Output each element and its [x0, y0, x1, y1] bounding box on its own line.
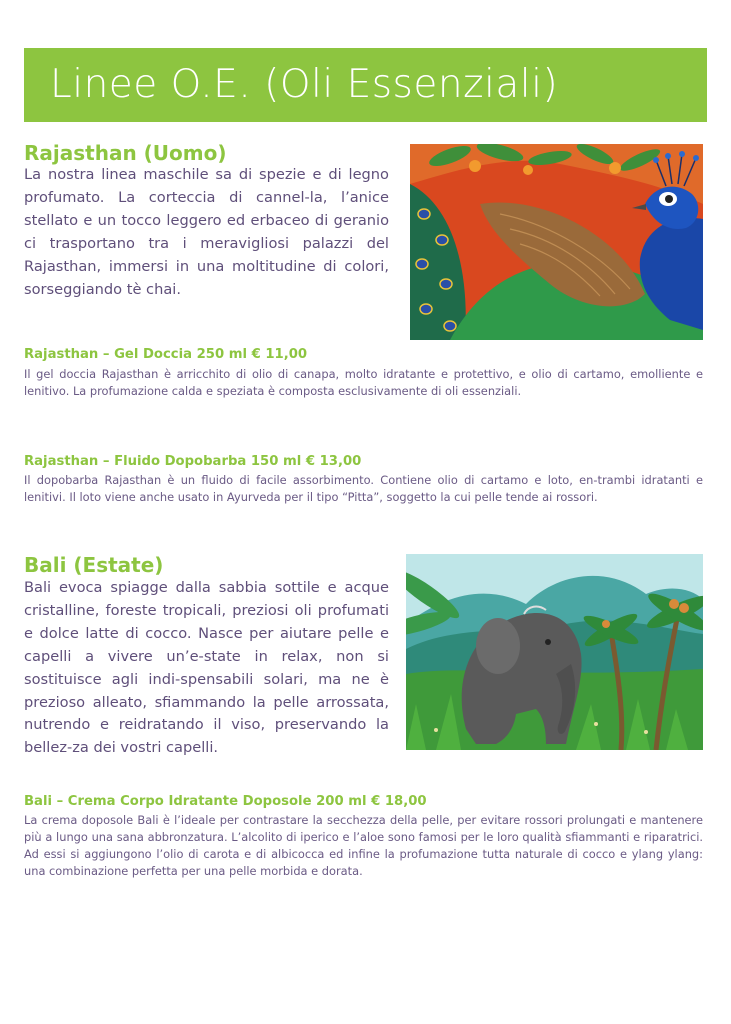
product-description-crema-doposole: La crema doposole Bali è l’ideale per contrastare la secchezza della pelle, per evitare rossori prolungati e mantenere più a lungo una sana abbronzatura. L’alcolito di iperico e l’aloe sono famosi per le loro qualità sfiammanti e riparatrici. Ad essi si aggiungono l’olio di carota e di albicocca ed infine la profumazione tutta naturale di cocco e ylang ylang: una combinazione perfetta per una pelle morbida e dorata. [24, 813, 703, 879]
product-title-crema-doposole: Bali – Crema Corpo Idratante Doposole 200 ml € 18,00 [24, 794, 427, 809]
product-description-fluido-dopobarba: Il dopobarba Rajasthan è un fluido di facile assorbimento. Contiene olio di cartamo e loto, en-trambi idratanti e lenitivi. Il loto viene anche usato in Ayurveda per il tipo “Pitta”, soggetto la cui pelle tende ai rossori. [24, 473, 703, 505]
section-intro-rajasthan: La nostra linea maschile sa di spezie e di legno profumato. La corteccia di cannel-la, l’anice stellato e un tocco leggero ed erbaceo di geranio ci trasportano tra i meravigliosi palazzi del Rajasthan, immersi in una moltitudine di colori, sorseggiando tè chai. [24, 166, 389, 298]
page-title: Linee O.E. (Oli Essenziali) [50, 62, 559, 107]
peacock-illustration [410, 144, 703, 340]
section-title-rajasthan: Rajasthan (Uomo) [24, 141, 227, 165]
section-title-bali: Bali (Estate) [24, 553, 164, 577]
product-description-gel-doccia: Il gel doccia Rajasthan è arricchito di olio di canapa, molto idratante e protettivo, e olio di cartamo, emolliente e lenitivo. La profumazione calda e speziata è composta esclusivamente di oli essenziali. [24, 367, 703, 399]
product-title-fluido-dopobarba: Rajasthan – Fluido Dopobarba 150 ml € 13,00 [24, 454, 362, 469]
elephant-illustration [406, 554, 703, 750]
product-title-gel-doccia: Rajasthan – Gel Doccia 250 ml € 11,00 [24, 347, 308, 362]
section-intro-bali: Bali evoca spiagge dalla sabbia sottile e acque cristalline, foreste tropicali, preziosi oli profumati e dolce latte di cocco. Nasce per aiutare pelle e capelli a vivere un’e-state in relax, non si sostituisce agli indi-spensabili solari, ma ne è prezioso alleato, sfiammando la pelle arrossata, nutrendo e reidratando il viso, preservando la bellez-za dei vostri capelli. [24, 579, 389, 757]
page-title-banner [24, 48, 707, 122]
